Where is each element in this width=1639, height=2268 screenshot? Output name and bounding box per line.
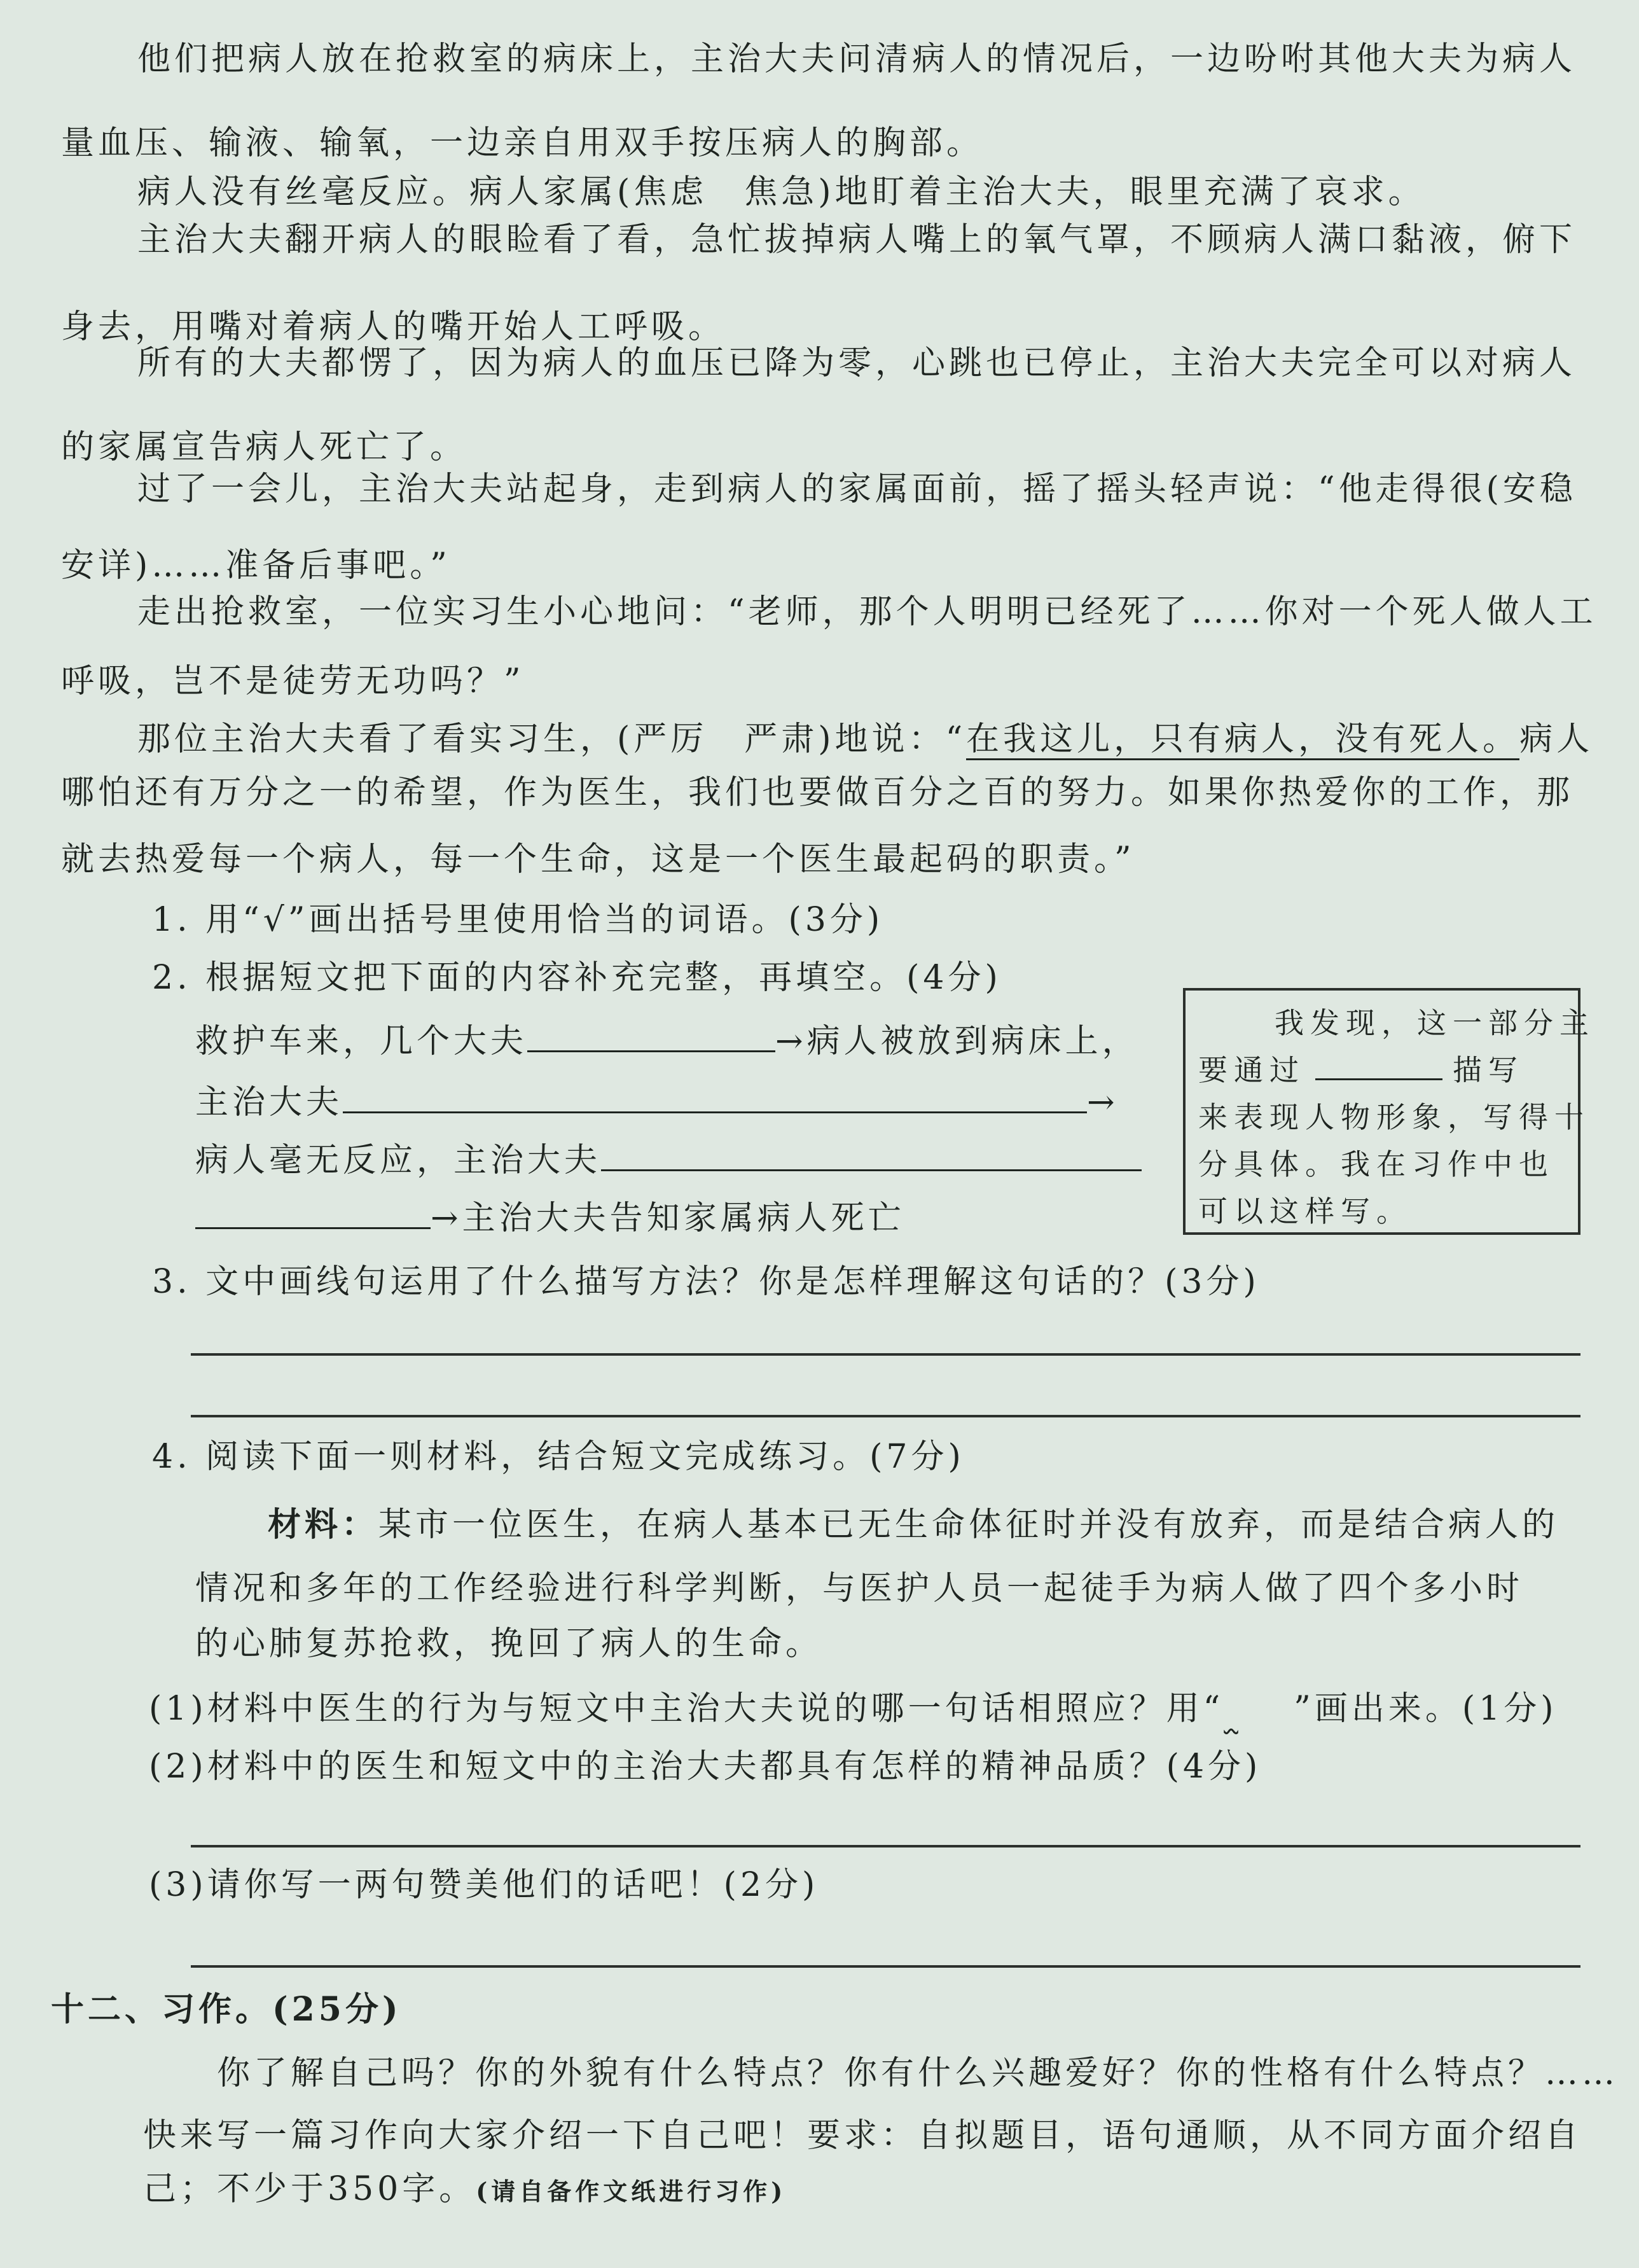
question-2: 2. 根据短文把下面的内容补充完整，再填空。(4分) [152, 959, 1002, 997]
text: 病人 [1519, 720, 1594, 758]
passage-line: 过了一会儿，主治大夫站起身，走到病人的家属面前，摇了摇头轻声说：“他走得很(安稳 [137, 470, 1577, 508]
passage-line: 走出抢救室，一位实习生小心地问：“老师，那个人明明已经死了……你对一个死人做人工 [137, 593, 1597, 631]
answer-line[interactable] [191, 1415, 1580, 1417]
answer-line[interactable] [191, 1965, 1580, 1968]
text: 己；不少于350字。 [143, 2170, 476, 2208]
tip-line: 来表现人物形象，写得十 [1198, 1100, 1590, 1134]
passage-line: 安详)……准备后事吧。” [61, 546, 451, 585]
tip-line: 分具体。我在习作中也 [1198, 1147, 1554, 1181]
question-3: 3. 文中画线句运用了什么描写方法？你是怎样理解这句话的？(3分) [152, 1263, 1260, 1301]
passage-line: 病人没有丝毫反应。病人家属(焦虑 焦急)地盯着主治大夫，眼里充满了哀求。 [137, 173, 1425, 211]
material-label: 材料： [268, 1505, 379, 1544]
answer-blank[interactable] [343, 1081, 1087, 1113]
flow-line [195, 1139, 1142, 1181]
answer-line[interactable] [191, 1353, 1580, 1356]
answer-line[interactable] [191, 1845, 1580, 1847]
passage-line: 所有的大夫都愣了，因为病人的血压已降为零，心跳也已停止，主治大夫完全可以对病人 [137, 344, 1577, 382]
text: 救护车来，几个大夫 [195, 1022, 528, 1061]
note: (请自备作文纸进行习作) [476, 2177, 787, 2206]
flow-line [195, 1020, 1139, 1062]
tip-line: 我发现，这一部分主 [1275, 1006, 1595, 1040]
material-line [268, 1505, 1559, 1545]
passage-line: 呼吸，岂不是徒劳无功吗？” [61, 662, 525, 700]
underlined-sentence: 在我这儿，只有病人，没有死人。 [966, 720, 1519, 760]
passage-line: 量血压、输液、输氧，一边亲自用双手按压病人的胸部。 [61, 124, 984, 162]
text: →主治大夫告知家属病人死亡 [431, 1199, 905, 1237]
passage-line: 他们把病人放在抢救室的病床上，主治大夫问清病人的情况后，一边吩咐其他大夫为病人 [137, 40, 1577, 78]
tip-line: 可以这样写。 [1198, 1194, 1412, 1228]
question-4: 4. 阅读下面一则材料，结合短文完成练习。(7分) [152, 1438, 965, 1476]
sub-question-2: (2)材料中的医生和短文中的主治大夫都具有怎样的精神品质？(4分) [149, 1748, 1262, 1786]
passage-line: 就去热爱每一个病人，每一个生命，这是一个医生最起码的职责。” [61, 840, 1135, 879]
answer-blank[interactable] [195, 1197, 431, 1229]
passage-line: 身去，用嘴对着病人的嘴开始人工呼吸。 [61, 308, 726, 346]
material-line: 情况和多年的工作经验进行科学判断，与医护人员一起徒手为病人做了四个多小时 [195, 1569, 1524, 1608]
essay-prompt [143, 2169, 786, 2212]
text: 那位主治大夫看了看实习生，(严厉 严肃)地说：“ [137, 720, 967, 758]
tip-box [1183, 988, 1595, 1235]
flow-line [195, 1197, 905, 1239]
answer-blank[interactable] [527, 1020, 775, 1052]
text: 要通过 [1198, 1053, 1305, 1087]
text: 描写 [1453, 1053, 1524, 1087]
text: 某市一位医生，在病人基本已无生命体征时并没有放弃，而是结合病人的 [378, 1506, 1559, 1544]
text: (1)材料中医生的行为与短文中主治大夫说的哪一句话相照应？用“ [149, 1690, 1224, 1728]
answer-blank[interactable] [1315, 1053, 1442, 1080]
section-heading: 十二、习作。(25分) [51, 1990, 402, 2029]
sub-question-1 [149, 1688, 1558, 1729]
passage-line: 的家属宣告病人死亡了。 [61, 428, 467, 466]
wavy-line-symbol [1224, 1688, 1294, 1729]
text: 病人毫无反应，主治大夫 [195, 1141, 602, 1179]
material-line: 的心肺复苏抢救，挽回了病人的生命。 [195, 1625, 823, 1663]
sub-question-3: (3)请你写一两句赞美他们的话吧！(2分) [149, 1866, 819, 1904]
answer-blank[interactable] [601, 1139, 1142, 1171]
question-1: 1. 用“√”画出括号里使用恰当的词语。(3分) [152, 901, 884, 939]
passage-line: 哪怕还有万分之一的希望，作为医生，我们也要做百分之百的努力。如果你热爱你的工作，那 [61, 774, 1574, 812]
tip-line [1198, 1047, 1565, 1094]
passage-line [137, 719, 1593, 760]
arrow: → [1087, 1083, 1119, 1122]
text: ”画出来。(1分) [1294, 1690, 1558, 1728]
flow-line [195, 1081, 1119, 1123]
text: 主治大夫 [195, 1083, 343, 1122]
essay-prompt: 你了解自己吗？你的外貌有什么特点？你有什么兴趣爱好？你的性格有什么特点？…… [217, 2054, 1619, 2092]
essay-prompt: 快来写一篇习作向大家介绍一下自己吧！要求：自拟题目，语句通顺，从不同方面介绍自 [143, 2117, 1582, 2155]
text: →病人被放到病床上， [775, 1022, 1139, 1061]
passage-line: 主治大夫翻开病人的眼睑看了看，急忙拔掉病人嘴上的氧气罩，不顾病人满口黏液，俯下 [137, 221, 1577, 259]
